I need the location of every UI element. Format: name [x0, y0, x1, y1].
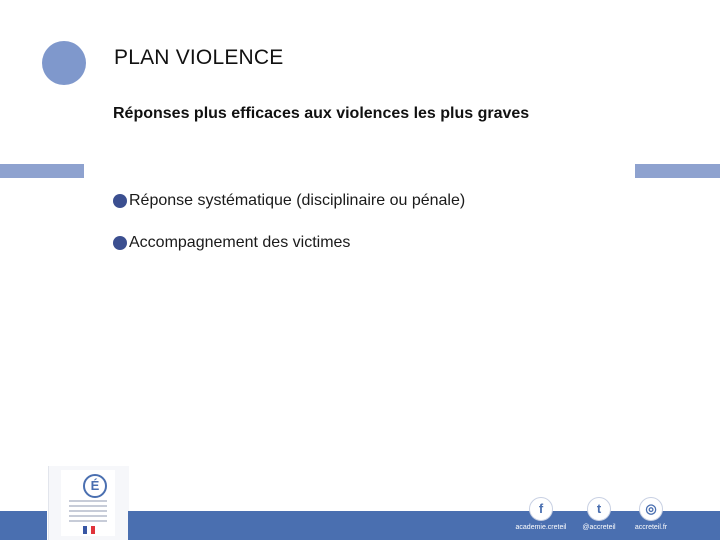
social-label[interactable]: academie.creteil — [515, 524, 567, 531]
academie-e-icon: É — [83, 474, 107, 498]
slide-title: PLAN VIOLENCE — [114, 46, 284, 69]
left-accent-bar — [0, 164, 84, 178]
bullet-text: Accompagnement des victimes — [129, 234, 351, 251]
title-circle-decoration — [42, 41, 86, 85]
social-label[interactable]: @accreteil — [582, 524, 616, 531]
bullet-dot-icon — [113, 236, 127, 250]
ministry-logo — [61, 470, 115, 536]
bullet-item — [113, 190, 465, 212]
twitter-icon[interactable]: t — [587, 497, 611, 521]
bullet-list — [113, 190, 465, 274]
french-flag-icon — [83, 526, 95, 534]
facebook-icon[interactable]: f — [529, 497, 553, 521]
bullet-item — [113, 232, 465, 254]
bullet-dot-icon — [113, 194, 127, 208]
social-label[interactable]: accreteil.fr — [634, 524, 668, 531]
social-link-website[interactable] — [611, 497, 691, 531]
footer-left-edge — [0, 511, 47, 540]
slide-subtitle: Réponses plus efficaces aux violences les plus graves — [113, 105, 530, 122]
globe-icon[interactable]: ◎ — [639, 497, 663, 521]
bullet-text: Réponse systématique (disciplinaire ou pénale) — [129, 192, 466, 209]
right-accent-bar — [635, 164, 720, 178]
logo-text-lines — [69, 500, 107, 525]
ministry-logo-panel — [48, 466, 129, 540]
